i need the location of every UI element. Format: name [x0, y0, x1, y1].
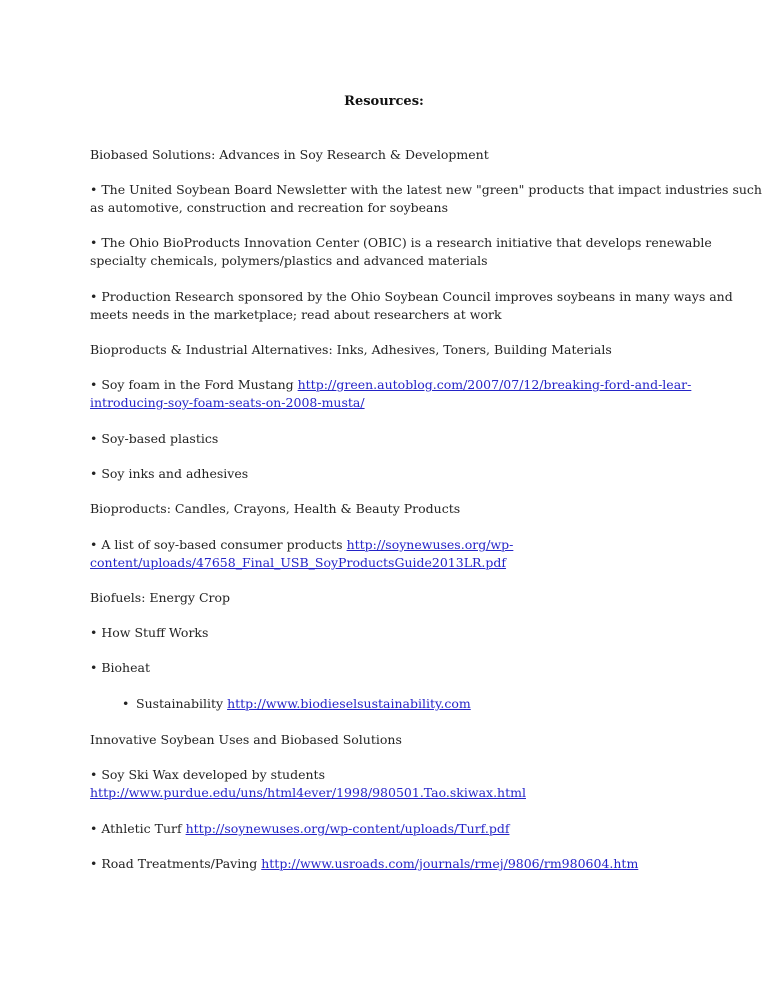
- item-text: Sustainability: [136, 696, 228, 711]
- item-text-line: specialty chemicals, polymers/plastics and advanced materials: [90, 253, 488, 268]
- item-text: • Soy-based plastics: [90, 431, 219, 446]
- list-item-athletic-turf: [90, 820, 680, 838]
- section-heading-biofuels: [90, 589, 680, 607]
- sub-list-item-sustainability: [122, 695, 471, 713]
- heading-text: Innovative Soybean Uses and Biobased Solutions: [90, 732, 402, 747]
- item-text: • Soy foam in the Ford Mustang: [90, 377, 298, 392]
- list-item-road-treatments: [90, 855, 680, 873]
- page-title: Resources:: [344, 94, 424, 109]
- list-item-ski-wax: [90, 766, 680, 802]
- list-item-how-stuff-works: [90, 624, 680, 642]
- list-item-soy-inks: [90, 465, 680, 483]
- list-item-production-research: [90, 288, 733, 324]
- sustainability-link[interactable]: http://www.biodieselsustainability.com: [227, 696, 471, 711]
- soy-foam-link-part2[interactable]: introducing-soy-foam-seats-on-2008-musta/: [90, 395, 365, 410]
- section-heading-biobased: [90, 146, 680, 164]
- item-text: • Road Treatments/Paving: [90, 856, 262, 871]
- athletic-turf-link[interactable]: http://soynewuses.org/wp-content/uploads/Turf.pdf: [185, 821, 510, 836]
- item-text-line: as automotive, construction and recreation for soybeans: [90, 200, 448, 215]
- consumer-products-link-part2[interactable]: content/uploads/47658_Final_USB_SoyProductsGuide2013LR.pdf: [90, 555, 507, 570]
- item-text-line: meets needs in the marketplace; read about researchers at work: [90, 307, 502, 322]
- soy-foam-link-part1[interactable]: http://green.autoblog.com/2007/07/12/breaking-ford-and-lear-: [297, 377, 692, 392]
- item-text: • A list of soy-based consumer products: [90, 537, 347, 552]
- list-item-obic: [90, 234, 712, 270]
- ski-wax-link[interactable]: http://www.purdue.edu/uns/html4ever/1998/980501.Tao.skiwax.html: [90, 785, 526, 800]
- section-heading-industrial: [90, 341, 680, 359]
- road-treatments-link[interactable]: http://www.usroads.com/journals/rmej/9806/rm980604.htm: [261, 856, 639, 871]
- list-item-soy-foam: [90, 376, 692, 412]
- heading-text: Bioproducts: Candles, Crayons, Health & Beauty Products: [90, 501, 461, 516]
- section-heading-consumer: [90, 500, 680, 518]
- item-text-line: • The Ohio BioProducts Innovation Center (OBIC) is a research initiative that develops renewable: [90, 235, 712, 250]
- item-text: • How Stuff Works: [90, 625, 209, 640]
- bullet-icon: •: [122, 696, 130, 711]
- list-item-soy-plastics: [90, 430, 680, 448]
- item-text: • Soy Ski Wax developed by students: [90, 767, 325, 782]
- heading-text: Biobased Solutions: Advances in Soy Research & Development: [90, 147, 489, 162]
- list-item-consumer-products: [90, 536, 680, 572]
- list-item-bioheat: [90, 659, 680, 677]
- item-text-line: • Production Research sponsored by the Ohio Soybean Council improves soybeans in many ways and: [90, 289, 733, 304]
- item-text: • Soy inks and adhesives: [90, 466, 249, 481]
- heading-text: Biofuels: Energy Crop: [90, 590, 231, 605]
- item-text: • Athletic Turf: [90, 821, 186, 836]
- item-text-line: • The United Soybean Board Newsletter with the latest new "green" products that impact industries such: [90, 182, 762, 197]
- consumer-products-link-part1[interactable]: http://soynewuses.org/wp-: [346, 537, 514, 552]
- list-item-usb-newsletter: [90, 181, 762, 217]
- item-text: • Bioheat: [90, 660, 150, 675]
- section-heading-innovative: [90, 731, 680, 749]
- heading-text: Bioproducts & Industrial Alternatives: Inks, Adhesives, Toners, Building Materials: [90, 342, 612, 357]
